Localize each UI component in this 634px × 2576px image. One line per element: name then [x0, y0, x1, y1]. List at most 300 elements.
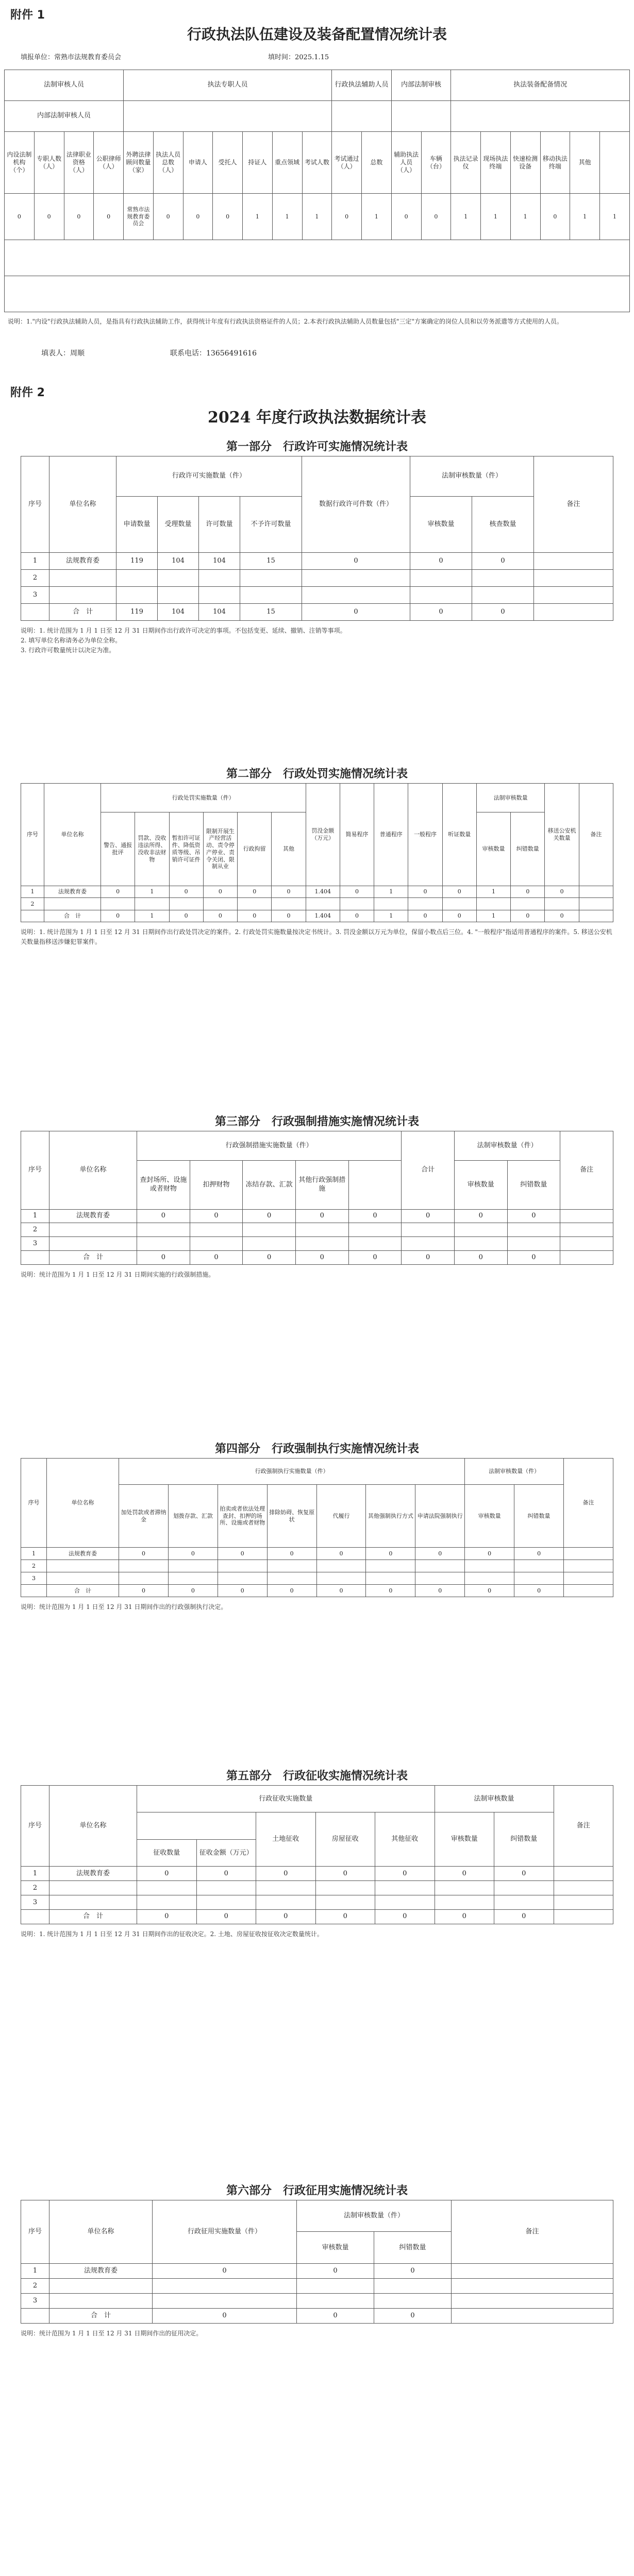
table-cell: 0 — [514, 1584, 564, 1597]
table-cell: 0 — [34, 194, 64, 240]
table-cell — [316, 1560, 366, 1572]
header-cell: 受理数量 — [158, 496, 199, 552]
table-cell — [534, 603, 613, 620]
table-cell: 0 — [366, 1547, 415, 1560]
table-cell — [21, 1251, 49, 1265]
table-cell — [116, 586, 158, 603]
table-cell: 0 — [137, 1867, 197, 1881]
table-cell — [494, 1881, 554, 1895]
table-cell — [49, 569, 116, 586]
table-cell: 0 — [348, 1209, 402, 1223]
table-row — [21, 569, 613, 586]
table-cell — [49, 1881, 137, 1895]
header-cell: 单位名称 — [44, 784, 101, 886]
header-cell: 行政拘留 — [238, 812, 272, 886]
table-cell — [554, 1910, 613, 1924]
table-cell: 0 — [454, 1251, 507, 1265]
header-cell: 专职人数（人） — [34, 132, 64, 194]
table-cell — [116, 569, 158, 586]
table-cell: 2 — [21, 2278, 49, 2293]
table-cell — [295, 1237, 348, 1251]
table-cell — [476, 898, 510, 910]
table-row — [21, 910, 613, 922]
header-cell: 听证数量 — [442, 784, 476, 886]
table-cell: 0 — [316, 1547, 366, 1560]
table-cell — [452, 2293, 613, 2308]
table-cell: 0 — [64, 194, 94, 240]
table-cell: 法规教育委 — [44, 886, 101, 898]
header-cell: 行政执法辅助人员 — [332, 70, 392, 101]
table-cell — [472, 586, 534, 603]
table-row — [21, 603, 613, 620]
table-cell — [203, 898, 237, 910]
table-cell: 2 — [21, 1560, 47, 1572]
header-cell: 审核数量 — [435, 1812, 494, 1867]
table-cell: 0 — [415, 1547, 465, 1560]
table-cell — [452, 2263, 613, 2278]
header-cell: 快速检测设备 — [510, 132, 540, 194]
header-cell: 重点领域 — [272, 132, 302, 194]
table-cell: 0 — [340, 886, 374, 898]
table-cell — [534, 569, 613, 586]
header-cell — [348, 1160, 402, 1209]
header-cell: 限制开展生产经营活动、责令停产停业、责令关闭、限制从业 — [203, 812, 237, 886]
table-cell: 0 — [494, 1867, 554, 1881]
table-cell: 104 — [158, 603, 199, 620]
header-cell — [391, 101, 451, 132]
header-cell: 序号 — [21, 1786, 49, 1867]
header-cell: 行政强制执行实施数量（件） — [119, 1459, 465, 1485]
table-cell — [119, 1572, 169, 1584]
table-cell — [49, 1895, 137, 1910]
table-cell — [49, 1237, 137, 1251]
part-2-table — [21, 783, 613, 922]
table-cell: 1 — [374, 910, 408, 922]
table-cell — [579, 886, 613, 898]
table-cell — [366, 1572, 415, 1584]
table-cell — [348, 1223, 402, 1237]
table-cell — [340, 898, 374, 910]
table-cell — [410, 586, 472, 603]
table-cell: 1 — [21, 1209, 49, 1223]
table-cell — [514, 1560, 564, 1572]
table-cell: 0 — [256, 1910, 316, 1924]
table-cell: 0 — [238, 910, 272, 922]
header-cell: 内部法制审核人员 — [5, 101, 124, 132]
table-row — [21, 2308, 613, 2323]
table-cell — [256, 1895, 316, 1910]
header-cell: 审核数量 — [297, 2232, 374, 2263]
header-cell: 执法人员总数（人） — [153, 132, 183, 194]
note-line: 3. 行政许可数量统计以决定为准。 — [21, 647, 115, 654]
header-cell: 征收数量 — [137, 1839, 197, 1866]
table-cell — [374, 2278, 452, 2293]
table-cell: 0 — [137, 1910, 197, 1924]
table-cell — [21, 603, 49, 620]
table-cell: 合 计 — [49, 2308, 153, 2323]
table-cell: 0 — [168, 1584, 218, 1597]
table-cell — [452, 2278, 613, 2293]
table-cell: 0 — [410, 552, 472, 569]
table-cell: 2 — [21, 1223, 49, 1237]
table-cell: 0 — [514, 1547, 564, 1560]
header-cell: 内部法制审核 — [391, 70, 451, 101]
header-cell — [451, 101, 630, 132]
table-cell — [297, 2278, 374, 2293]
header-cell: 总数 — [362, 132, 392, 194]
part-1-note — [21, 626, 613, 656]
table-cell — [454, 1237, 507, 1251]
header-cell: 移动执法终端 — [540, 132, 570, 194]
header-cell: 许可数量 — [199, 496, 240, 552]
header-cell: 不予许可数量 — [240, 496, 302, 552]
table-cell: 0 — [315, 1910, 375, 1924]
header-cell: 其他征收 — [375, 1812, 435, 1867]
table-cell: 1 — [570, 194, 600, 240]
table-cell — [564, 1547, 613, 1560]
table-cell — [199, 569, 240, 586]
table-cell — [402, 1237, 455, 1251]
header-cell: 法制审核数量（件） — [454, 1131, 560, 1161]
header-cell: 单位名称 — [49, 2200, 153, 2264]
table-cell — [21, 1584, 47, 1597]
header-cell: 备注 — [579, 784, 613, 886]
table-cell: 104 — [158, 552, 199, 569]
header-cell: 单位名称 — [49, 1131, 137, 1210]
header-cell: 土地征收 — [256, 1812, 316, 1867]
table-cell: 0 — [101, 886, 135, 898]
table-cell — [21, 1910, 49, 1924]
table-cell: 1 — [135, 886, 169, 898]
table-cell: 0 — [153, 2263, 297, 2278]
header-cell: 暂扣许可证件、降低资质等级、吊销许可证件 — [169, 812, 203, 886]
table-cell: 0 — [119, 1547, 169, 1560]
table-cell: 合 计 — [49, 603, 116, 620]
table-cell: 1 — [272, 194, 302, 240]
table-cell: 0 — [203, 910, 237, 922]
header-cell: 移送公安机关数量 — [545, 784, 579, 886]
table-cell — [256, 1881, 316, 1895]
header-cell: 法制审核数量（件） — [465, 1459, 564, 1485]
header-cell: 法制审核数量 — [435, 1786, 554, 1812]
table-cell — [295, 1223, 348, 1237]
header-cell: 纠错数量 — [514, 1485, 564, 1548]
note-line: 说明：1. 统计范围为 1 月 1 日至 12 月 31 日期间作出行政许可决定的事项。不包括变更、延续、撤销、注销等事项。 — [21, 627, 346, 634]
header-cell: 序号 — [21, 456, 49, 553]
table-cell — [454, 1223, 507, 1237]
part-3-title: 第三部分 行政强制措施实施情况统计表 — [214, 1115, 419, 1128]
table-cell: 0 — [511, 886, 545, 898]
table-cell: 1.404 — [306, 886, 340, 898]
table-row — [21, 1237, 613, 1251]
table-cell: 0 — [421, 194, 451, 240]
table-cell — [5, 276, 630, 312]
table-cell: 0 — [315, 1867, 375, 1881]
table-cell: 0 — [94, 194, 124, 240]
header-cell: 查封场所、设施或者财物 — [137, 1160, 190, 1209]
table-cell: 0 — [316, 1584, 366, 1597]
table-cell — [47, 1560, 119, 1572]
part-6-title: 第六部分 行政征用实施情况统计表 — [226, 2184, 408, 2197]
table-cell: 0 — [472, 552, 534, 569]
table-cell — [410, 569, 472, 586]
table-cell — [435, 1881, 494, 1895]
table-cell — [560, 1209, 613, 1223]
header-cell: 行政许可实施数量（件） — [116, 456, 302, 497]
table-cell: 0 — [267, 1547, 316, 1560]
table-row — [21, 1547, 613, 1560]
header-cell: 行政征收实施数量 — [137, 1786, 435, 1812]
table-cell — [564, 1572, 613, 1584]
header-cell: 内设法制机构（个） — [5, 132, 35, 194]
table-cell — [554, 1867, 613, 1881]
table-cell: 0 — [153, 2308, 297, 2323]
table-cell — [415, 1572, 465, 1584]
header-cell: 执法装备配备情况 — [451, 70, 630, 101]
header-cell: 行政强制措施实施数量（件） — [137, 1131, 402, 1161]
table-cell: 法规教育委 — [49, 1867, 137, 1881]
part-4-table — [21, 1458, 613, 1597]
table-cell — [465, 1572, 514, 1584]
phone-number: 13656491616 — [206, 349, 257, 358]
header-cell: 序号 — [21, 1459, 47, 1548]
header-cell: 考试通过（人） — [332, 132, 362, 194]
table-cell: 3 — [21, 1237, 49, 1251]
table-cell: 0 — [183, 194, 213, 240]
header-cell: 申请法院强制执行 — [415, 1485, 465, 1548]
header-cell: 行政处罚实施数量（件） — [101, 784, 306, 812]
table-cell: 0 — [507, 1209, 560, 1223]
table-cell — [579, 910, 613, 922]
table-cell: 法规教育委 — [47, 1547, 119, 1560]
table-cell — [511, 898, 545, 910]
header-cell: 其他行政强制措施 — [295, 1160, 348, 1209]
table-cell: 0 — [272, 886, 306, 898]
table-cell: 0 — [375, 1867, 435, 1881]
table-cell: 0 — [190, 1209, 243, 1223]
table-cell — [168, 1572, 218, 1584]
table-cell — [315, 1895, 375, 1910]
table-cell: 合 计 — [47, 1584, 119, 1597]
table-cell — [374, 898, 408, 910]
header-cell: 执法记录仪 — [451, 132, 481, 194]
header-cell: 公职律师（人） — [94, 132, 124, 194]
part-3-table — [21, 1131, 613, 1265]
table-cell — [507, 1237, 560, 1251]
table-cell: 0 — [238, 886, 272, 898]
header-cell: 简易程序 — [340, 784, 374, 886]
table-cell — [153, 2293, 297, 2308]
header-cell: 单位名称 — [49, 1786, 137, 1867]
header-cell: 其他强制执行方式 — [366, 1485, 415, 1548]
table-cell: 0 — [435, 1910, 494, 1924]
table-cell: 3 — [21, 2293, 49, 2308]
header-cell: 罚没金额（万元） — [306, 784, 340, 886]
table-cell: 1 — [21, 552, 49, 569]
table-cell — [238, 898, 272, 910]
header-cell: 法制审核数量（件） — [410, 456, 534, 497]
table-cell: 1 — [451, 194, 481, 240]
table-cell: 119 — [116, 603, 158, 620]
table-cell: 0 — [190, 1251, 243, 1265]
table-cell: 0 — [295, 1251, 348, 1265]
table-cell: 1.404 — [306, 910, 340, 922]
table-row — [21, 2293, 613, 2308]
annex-1-table — [4, 70, 630, 312]
annex-1-title: 行政执法队伍建设及装备配置情况统计表 — [187, 26, 447, 43]
header-cell — [137, 1812, 256, 1839]
table-cell: 0 — [302, 603, 410, 620]
table-cell — [49, 2293, 153, 2308]
table-cell: 2 — [21, 569, 49, 586]
table-cell — [135, 898, 169, 910]
table-cell — [137, 1237, 190, 1251]
table-row — [21, 886, 613, 898]
table-cell — [408, 898, 442, 910]
table-cell — [375, 1881, 435, 1895]
table-cell — [302, 569, 410, 586]
table-cell: 0 — [196, 1910, 256, 1924]
table-cell — [267, 1560, 316, 1572]
table-cell: 119 — [116, 552, 158, 569]
table-cell — [564, 1560, 613, 1572]
table-cell — [494, 1895, 554, 1910]
table-cell: 0 — [137, 1209, 190, 1223]
header-cell — [332, 101, 392, 132]
table-row — [21, 1910, 613, 1924]
part-2-title: 第二部分 行政处罚实施情况统计表 — [226, 768, 408, 781]
table-cell: 0 — [340, 910, 374, 922]
filler-label: 填表人： — [41, 349, 70, 358]
header-cell: 划拨存款、汇款 — [168, 1485, 218, 1548]
table-cell: 0 — [415, 1584, 465, 1597]
table-cell: 0 — [465, 1547, 514, 1560]
header-cell: 执法专职人员 — [124, 70, 332, 101]
table-cell: 1 — [476, 886, 510, 898]
annex-2-label: 附件 2 — [10, 386, 45, 399]
header-cell: 排除妨碍、恢复原状 — [267, 1485, 316, 1548]
table-cell — [21, 910, 44, 922]
table-row — [21, 1881, 613, 1895]
phone-label: 联系电话： — [170, 349, 206, 358]
table-cell — [564, 1584, 613, 1597]
table-cell — [554, 1881, 613, 1895]
header-cell: 单位名称 — [49, 456, 116, 553]
table-cell: 1 — [374, 886, 408, 898]
table-row — [21, 898, 613, 910]
header-cell: 纠错数量 — [374, 2232, 452, 2263]
table-cell: 0 — [153, 194, 183, 240]
header-cell: 审核数量 — [454, 1160, 507, 1209]
table-cell: 0 — [168, 1547, 218, 1560]
header-cell: 行政征用实施数量（件） — [153, 2200, 297, 2264]
table-cell — [472, 569, 534, 586]
table-cell: 合 计 — [49, 1251, 137, 1265]
table-cell: 0 — [507, 1251, 560, 1265]
header-cell: 扣押财物 — [190, 1160, 243, 1209]
table-cell: 0 — [272, 910, 306, 922]
table-cell — [196, 1881, 256, 1895]
header-cell: 房屋征收 — [315, 1812, 375, 1867]
table-cell — [374, 2293, 452, 2308]
table-cell — [5, 240, 630, 276]
table-cell — [158, 569, 199, 586]
table-row — [21, 1251, 613, 1265]
header-cell: 备注 — [554, 1786, 613, 1867]
table-cell: 0 — [169, 886, 203, 898]
table-cell — [302, 586, 410, 603]
table-cell: 0 — [408, 910, 442, 922]
table-cell — [240, 586, 302, 603]
table-cell — [306, 898, 340, 910]
header-cell: 法制审核数量 — [476, 784, 545, 812]
table-cell — [348, 1237, 402, 1251]
table-cell: 0 — [454, 1209, 507, 1223]
part-4-title: 第四部分 行政强制执行实施情况统计表 — [214, 1443, 419, 1455]
table-cell: 0 — [101, 910, 135, 922]
table-cell: 0 — [295, 1209, 348, 1223]
header-cell: 冻结存款、汇款 — [243, 1160, 296, 1209]
filler — [41, 348, 85, 358]
table-cell — [47, 1572, 119, 1584]
table-cell — [554, 1895, 613, 1910]
part-4-note: 说明：统计范围为 1 月 1 日至 12 月 31 日期间作出的行政强制执行决定。 — [21, 1603, 227, 1611]
header-cell: 法律职业资格（人） — [64, 132, 94, 194]
table-cell: 0 — [442, 910, 476, 922]
table-cell — [272, 898, 306, 910]
table-cell: 0 — [374, 2308, 452, 2323]
header-cell: 审核数量 — [476, 812, 510, 886]
table-cell: 0 — [297, 2308, 374, 2323]
header-cell: 合计 — [402, 1131, 455, 1210]
table-cell — [545, 898, 579, 910]
table-cell: 3 — [21, 1572, 47, 1584]
table-cell: 常熟市法规教育委员会 — [124, 194, 154, 240]
fill-date: 填时间：2025.1.15 — [268, 54, 329, 61]
header-cell: 备注 — [560, 1131, 613, 1210]
table-cell — [316, 1572, 366, 1584]
filler-name: 周顺 — [70, 349, 85, 358]
table-row — [21, 2263, 613, 2278]
fill-unit: 填报单位：常熟市法规教育委员会 — [21, 54, 122, 61]
table-cell — [218, 1572, 267, 1584]
table-cell — [560, 1237, 613, 1251]
table-cell: 15 — [240, 552, 302, 569]
table-cell: 1 — [21, 2263, 49, 2278]
header-cell: 辅助执法人员（人） — [391, 132, 421, 194]
table-cell: 2 — [21, 898, 44, 910]
table-cell: 1 — [21, 886, 44, 898]
table-cell: 2 — [21, 1881, 49, 1895]
table-cell: 0 — [511, 910, 545, 922]
table-cell — [190, 1237, 243, 1251]
table-cell: 0 — [218, 1547, 267, 1560]
header-cell: 备注 — [534, 456, 613, 553]
table-cell: 0 — [465, 1584, 514, 1597]
table-cell — [119, 1560, 169, 1572]
part-5-title: 第五部分 行政征收实施情况统计表 — [226, 1770, 408, 1783]
header-cell: 法制审核数量（件） — [297, 2200, 452, 2232]
table-cell: 1 — [476, 910, 510, 922]
table-cell: 0 — [267, 1584, 316, 1597]
table-cell: 0 — [410, 603, 472, 620]
header-cell: 申请数量 — [116, 496, 158, 552]
table-cell: 1 — [21, 1867, 49, 1881]
header-cell — [124, 101, 332, 132]
header-cell: 备注 — [452, 2200, 613, 2264]
part-3-note: 说明：统计范围为 1 月 1 日至 12 月 31 日期间实施的行政强制措施。 — [21, 1271, 215, 1278]
table-cell — [49, 2278, 153, 2293]
